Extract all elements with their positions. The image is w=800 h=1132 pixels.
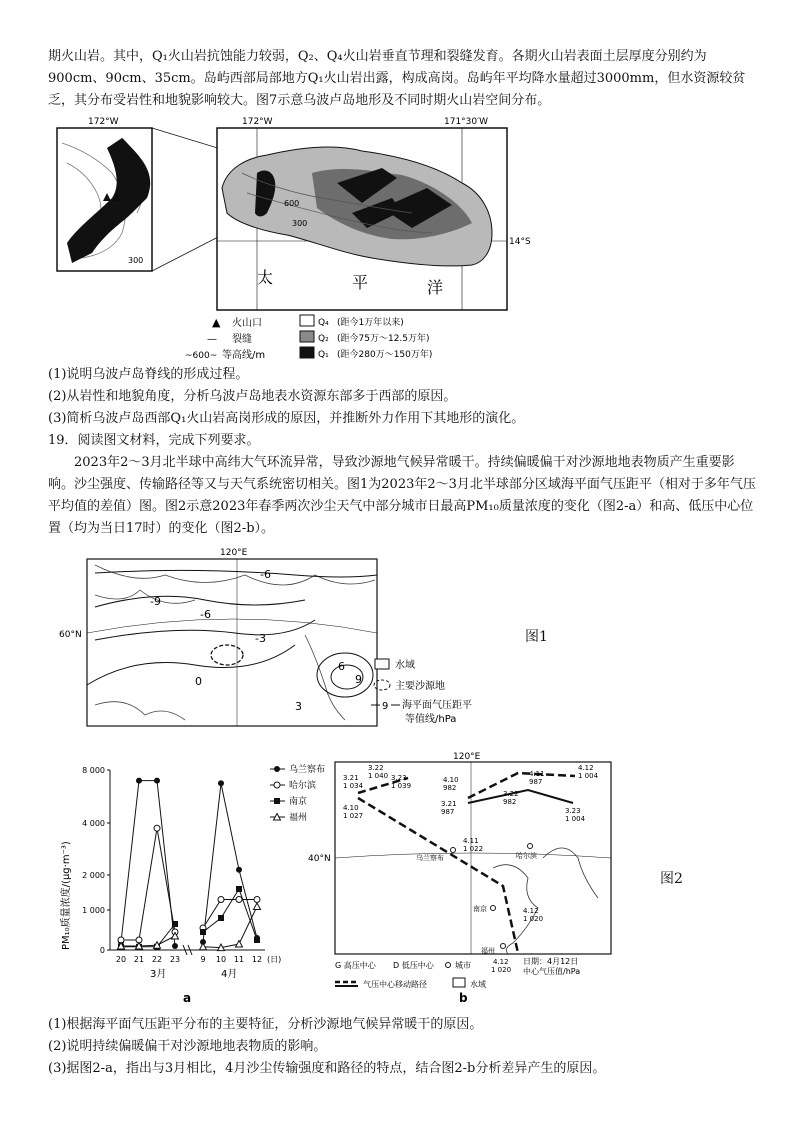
fig2b-node-l3-pressure: 982 bbox=[503, 798, 517, 806]
fig2a-x-unit: (日) bbox=[267, 955, 282, 964]
fig2a-data-point bbox=[136, 778, 142, 784]
fig2a-data-point bbox=[254, 903, 261, 910]
fig2b-node-h4-pressure: 1 027 bbox=[343, 812, 364, 820]
fig1-legend-isoline: 海平面气压距平 bbox=[402, 700, 472, 711]
q18-3: (3)简析乌波卢岛西部Q₁火山岩高岗形成的原因，并推断外力作用下其地形的演化。 bbox=[48, 411, 525, 426]
fig2b-node-h5-date: 4.11 bbox=[463, 837, 479, 845]
fig2b-city-fuzhou: 福州 bbox=[481, 947, 495, 955]
fig2a-caption: a bbox=[183, 991, 192, 1005]
fig2b-node-l1-pressure: 982 bbox=[443, 784, 457, 792]
fig2b-lat: 40°N bbox=[308, 854, 331, 864]
q19-2: (2)说明持续偏暖偏干对沙源地地表物质的影响。 bbox=[48, 1039, 327, 1054]
inset-contour-label: 300 bbox=[128, 256, 144, 265]
legend-q1-label: Q₁ bbox=[318, 350, 329, 360]
fig2a-ytick-label: 4 000 bbox=[82, 819, 105, 828]
fig2b-legend-water: 水域 bbox=[470, 980, 486, 989]
fig2b-caption: b bbox=[459, 991, 468, 1005]
fig2b-node-h4-date: 4.10 bbox=[343, 804, 359, 812]
fig2b-node-l1-date: 4.10 bbox=[443, 776, 459, 784]
fig2a-xtick-label: 11 bbox=[233, 955, 245, 964]
fig2b-legend-high: G 高压中心 bbox=[335, 961, 376, 970]
ocean-char-1: 太 bbox=[257, 268, 274, 287]
fig2a-data-point bbox=[218, 780, 224, 786]
legend-q4-label: Q₄ bbox=[318, 318, 329, 328]
fig2b-node-l6-pressure: 1 004 bbox=[578, 772, 599, 780]
fig2b-lon: 120°E bbox=[453, 752, 481, 762]
fig2b-node-h3-pressure: 1 039 bbox=[391, 782, 412, 790]
crack-legend-icon: — bbox=[207, 334, 217, 345]
fig2b-node-h5-pressure: 1 022 bbox=[463, 845, 484, 853]
contour-label-300: 300 bbox=[292, 219, 308, 228]
q18-2: (2)从岩性和地貌角度，分析乌波卢岛地表水资源东部多于西部的原因。 bbox=[48, 389, 457, 404]
fig2a-data-point bbox=[236, 867, 242, 873]
fig2a-legend-label: 乌兰察布 bbox=[289, 765, 326, 775]
fig2b-node-h1-pressure: 1 034 bbox=[343, 782, 364, 790]
ocean-char-2: 平 bbox=[352, 273, 369, 292]
fig2b-legend-date: 日期：4月12日 bbox=[523, 957, 579, 966]
legend-crack: 裂缝 bbox=[232, 334, 252, 345]
figure-2-label: 图2 bbox=[660, 871, 683, 887]
q19-heading: 19．阅读图文材料，完成下列要求。 bbox=[48, 433, 260, 448]
contour-label-600: 600 bbox=[284, 199, 300, 208]
vent-legend-icon: ▲ bbox=[212, 316, 221, 329]
fig2b-node-l5-date: 3.23 bbox=[565, 807, 581, 815]
fig2a-legend-label: 南京 bbox=[289, 797, 308, 807]
figure-1 bbox=[55, 545, 515, 730]
legend-q4-note: (距今1万年以来) bbox=[337, 318, 404, 328]
fig2b-node-l4-date: 4.11 bbox=[529, 770, 545, 778]
fig2b-legend-city: 城市 bbox=[455, 961, 471, 970]
fig2a-legend-label: 哈尔滨 bbox=[289, 781, 317, 791]
fig2a-ytick-label: 0 bbox=[99, 946, 105, 955]
q18-1: (1)说明乌波卢岛脊线的形成过程。 bbox=[48, 367, 249, 382]
fig2a-xtick-label: 20 bbox=[115, 955, 127, 964]
fig2a-legend-label: 福州 bbox=[289, 813, 308, 823]
figure-1-map bbox=[55, 545, 515, 730]
fig2a-legend-marker bbox=[274, 766, 280, 772]
fig2a-xtick-label: 10 bbox=[215, 955, 227, 964]
fig2a-data-point bbox=[236, 897, 242, 903]
lat-label: 14°S bbox=[509, 237, 531, 247]
fig2b-node-l6-date: 4.12 bbox=[578, 764, 594, 772]
fig2a-data-point bbox=[154, 778, 160, 784]
fig1-iso-label-8: 9 bbox=[355, 673, 362, 686]
lon-label-main-1: 172°W bbox=[242, 117, 273, 127]
figure-7-map bbox=[52, 113, 531, 363]
legend-q2-note: (距今75万～12.5万年) bbox=[337, 334, 430, 344]
fig2b-node-l3-date: 3.22 bbox=[503, 790, 519, 798]
fig2a-ytick-label: 1 000 bbox=[82, 906, 105, 915]
contour-legend-icon: ~600~ bbox=[185, 351, 218, 361]
fig2b-legend-path: 气压中心移动路径 bbox=[363, 980, 427, 989]
fig2b-node-h3-date: 3.23 bbox=[391, 774, 407, 782]
fig2a-data-point bbox=[218, 897, 224, 903]
fig2a-series-line bbox=[121, 936, 175, 946]
fig1-iso-label-7: 6 bbox=[338, 660, 345, 673]
fig2a-data-point bbox=[236, 886, 242, 892]
fig2b-node-l5-pressure: 1 004 bbox=[565, 815, 586, 823]
figure-1-label: 图1 bbox=[525, 629, 548, 645]
fig2b-legend-pressure: 中心气压值/hPa bbox=[523, 967, 581, 976]
fig2a-xtick-label: 9 bbox=[200, 955, 206, 964]
fig2a-data-point bbox=[254, 897, 260, 903]
fig2a-xtick-label: 21 bbox=[133, 955, 145, 964]
fig1-lon: 120°E bbox=[220, 548, 248, 558]
fig1-iso-label-3: -6 bbox=[200, 608, 211, 621]
fig2b-node-h2-date: 3.22 bbox=[368, 764, 384, 772]
fig2a-data-point bbox=[200, 929, 206, 935]
fig2a-legend-marker bbox=[274, 798, 280, 804]
vent-label: A bbox=[114, 194, 121, 204]
intro-paragraph: 期火山岩。其中，Q₁火山岩抗蚀能力较弱，Q₂、Q₄火山岩垂直节理和裂缝发育。各期火山岩表面土层厚度分别约为900cm、90cm、35cm。岛屿西部局部地方Q₁火山岩出露，构成高岗。岛屿年平均降水量超过3000mm，但水资源较贫乏，其分布受岩性和地貌影响较大。图7示意乌波卢岛地形及不同时期火山岩空间分布。 bbox=[48, 49, 746, 108]
figure-2b bbox=[308, 748, 613, 1006]
fig2a-xtick-label: 23 bbox=[169, 955, 181, 964]
figure-7 bbox=[52, 113, 531, 363]
lon-label-main-2: 171°30′W bbox=[444, 117, 489, 127]
fig1-iso-label-6: 3 bbox=[295, 700, 302, 713]
fig2b-node-h6-date: 4.12 bbox=[523, 907, 539, 915]
fig2b-city-nanjing: 南京 bbox=[473, 905, 487, 913]
fig2a-xtick-label: 12 bbox=[251, 955, 263, 964]
fig2a-month-apr: 4月 bbox=[221, 969, 238, 980]
fig2b-city-ulanqab: 乌兰察布 bbox=[416, 854, 444, 862]
fig2b-city-harbin: 哈尔滨 bbox=[516, 852, 537, 860]
lon-label-inset: 172°W bbox=[88, 117, 119, 127]
fig1-legend-source: 主要沙源地 bbox=[395, 681, 445, 692]
legend-contour: 等高线/m bbox=[222, 350, 266, 361]
fig2a-series-line bbox=[121, 781, 175, 946]
legend-q2-label: Q₂ bbox=[318, 334, 329, 344]
fig1-iso-label-4: -3 bbox=[255, 632, 266, 645]
fig2b-node-h1-date: 3.21 bbox=[343, 774, 359, 782]
fig2a-month-mar: 3月 bbox=[150, 969, 167, 980]
fig2b-node-h2-pressure: 1 040 bbox=[368, 772, 389, 780]
ocean-char-3: 洋 bbox=[427, 278, 444, 297]
fig2b-node-l2-pressure: 987 bbox=[441, 808, 455, 816]
legend-vent: 火山口 bbox=[232, 318, 262, 329]
fig2b-node-h6-pressure: 1 020 bbox=[523, 915, 544, 923]
q19-paragraph: 2023年2～3月北半球中高纬大气环流异常，导致沙源地气候异常暖干。持续偏暖偏干对沙源地地表物质产生重要影响。沙尘强度、传输路径等又与天气系统密切相关。图1为2023年2～3月北半球部分区域海平面气压距平（相对于多年气压平均值的差值）图。图2示意2023年春季两次沙尘天气中部分城市日最高PM₁₀质量浓度的变化（图2-a）和高、低压中心位置（均为当日17时）的变化（图2-b）。 bbox=[48, 455, 756, 536]
fig2a-ytick-label: 2 000 bbox=[82, 871, 105, 880]
fig2a-data-point bbox=[172, 921, 178, 927]
fig2b-node-l2-date: 3.21 bbox=[441, 800, 457, 808]
fig2b-legend-low: D 低压中心 bbox=[393, 961, 434, 970]
fig2a-ylabel: PM₁₀质量浓度/(μg·m⁻³) bbox=[61, 841, 72, 950]
fig2a-series-line bbox=[203, 907, 257, 948]
fig1-iso-label-2: -9 bbox=[150, 595, 161, 608]
fig2a-data-point bbox=[254, 937, 260, 943]
fig1-legend-sample: 9 bbox=[382, 701, 389, 712]
fig2a-data-point bbox=[172, 943, 178, 949]
fig2a-data-point bbox=[218, 915, 224, 921]
fig2b-map bbox=[308, 748, 613, 1006]
fig1-lat: 60°N bbox=[59, 630, 82, 640]
fig1-iso-label-1: -6 bbox=[260, 568, 271, 581]
fig2b-legend-sample-pressure: 1 020 bbox=[491, 966, 512, 974]
fig2b-node-l4-pressure: 987 bbox=[529, 778, 543, 786]
q19-3: (3)据图2-a，指出与3月相比，4月沙尘传输强度和路径的特点，结合图2-b分析差异产生的原因。 bbox=[48, 1061, 606, 1076]
fig2a-xtick-label: 22 bbox=[151, 955, 163, 964]
fig2a-ytick-label: 8 000 bbox=[82, 766, 105, 775]
legend-q1-note: (距今280万～150万年) bbox=[337, 350, 433, 360]
figure-2a bbox=[55, 755, 326, 1007]
fig2a-chart bbox=[55, 755, 326, 1007]
fig1-iso-label-5: 0 bbox=[195, 675, 202, 688]
q19-1: (1)根据海平面气压距平分布的主要特征，分析沙源地气候异常暖干的原因。 bbox=[48, 1017, 483, 1032]
fig2a-data-point bbox=[154, 825, 160, 831]
fig2a-legend-marker bbox=[274, 782, 280, 788]
fig2a-data-point bbox=[236, 941, 243, 948]
fig2b-legend-sample-date: 4.12 bbox=[493, 958, 509, 966]
fig1-legend-unit: 等值线/hPa bbox=[405, 714, 457, 725]
fig1-legend-water: 水域 bbox=[395, 660, 415, 671]
fig2a-series-line bbox=[121, 924, 175, 947]
fig2a-series-line bbox=[121, 828, 175, 940]
